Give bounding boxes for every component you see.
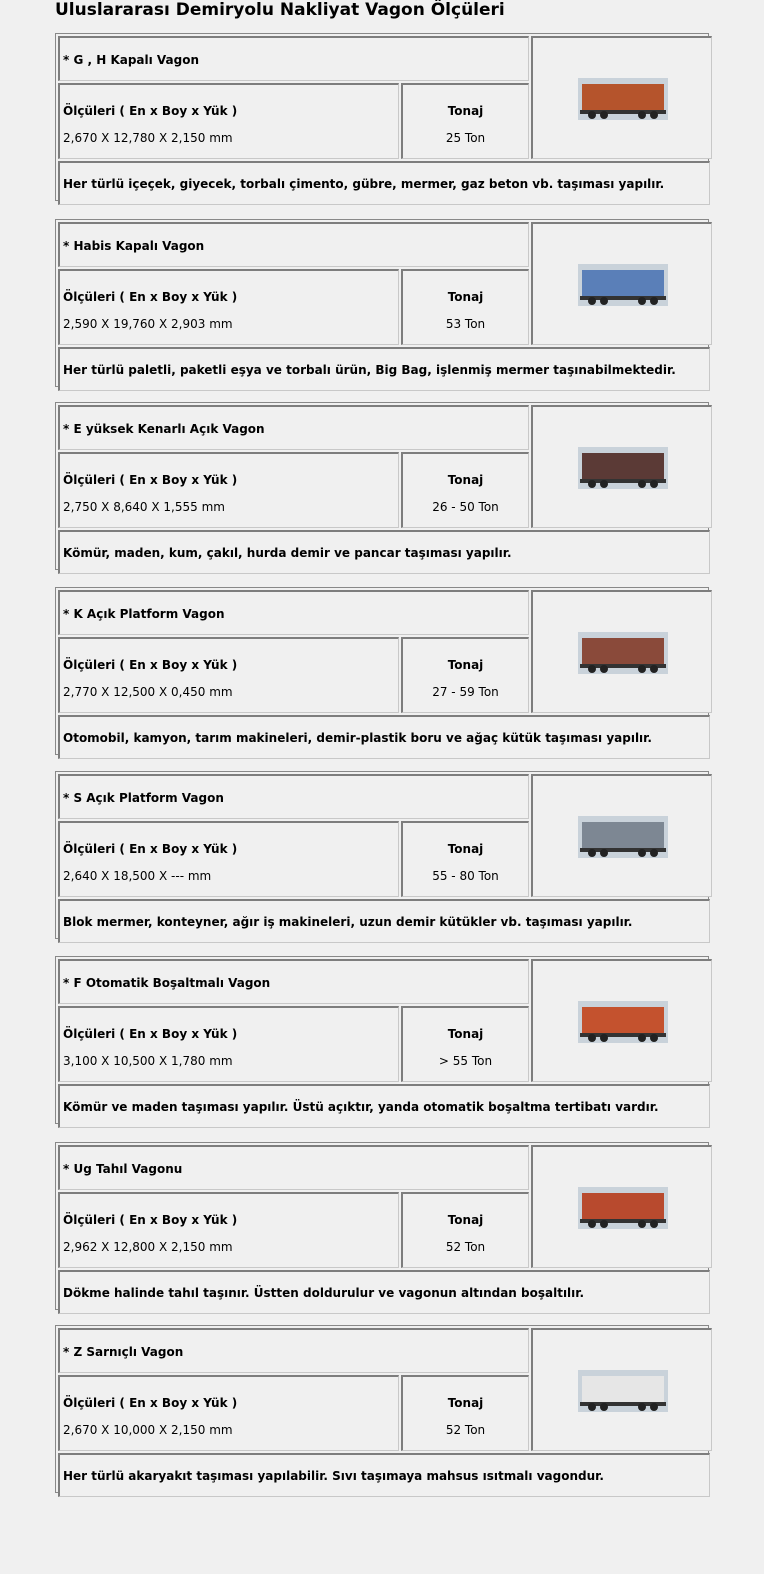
wagon-name: * G , H Kapalı Vagon [63,53,200,67]
tonnage-value: 27 - 59 Ton [432,685,499,699]
wagon-name-cell [58,1145,529,1190]
tonnage-value: 25 Ton [445,131,486,145]
wagon-image-cell [531,959,712,1082]
wagon-tonnage-cell [401,1006,529,1082]
dims-value: 2,590 X 19,760 X 2,903 mm [63,317,233,331]
dims-label: Ölçüleri ( En x Boy x Yük ) [63,658,238,672]
dims-label: Ölçüleri ( En x Boy x Yük ) [63,1396,238,1410]
wagon-description: Dökme halinde tahıl taşınır. Üstten doldurulur ve vagonun altından boşaltılır. [63,1286,585,1300]
wagon-image-cell [531,222,712,345]
wagon-table [55,402,709,570]
wagon-image [578,447,668,487]
wagon-table [55,219,709,387]
tonnage-value: 26 - 50 Ton [432,500,499,514]
wagon-image-cell [531,774,712,897]
wagon-photo [578,447,668,489]
wagon-table [55,33,709,201]
wagon-image-cell [531,405,712,528]
wagon-name-cell [58,1328,529,1373]
wagon-name-cell [58,959,529,1004]
dims-label: Ölçüleri ( En x Boy x Yük ) [63,1213,238,1227]
wagon-dims-cell [58,1192,399,1268]
wagon-description: Her türlü içeçek, giyecek, torbalı çimento, gübre, mermer, gaz beton vb. taşıması yapılır. [63,177,665,191]
wagon-name: * Z Sarnıçlı Vagon [63,1345,184,1359]
wagon-dims-cell [58,637,399,713]
wagon-photo [578,264,668,306]
wagon-description-cell [58,530,710,574]
wagon-photo [578,632,668,674]
wagon-photo [578,816,668,858]
dims-label: Ölçüleri ( En x Boy x Yük ) [63,1027,238,1041]
dims-value: 2,640 X 18,500 X --- mm [63,869,212,883]
dims-label: Ölçüleri ( En x Boy x Yük ) [63,842,238,856]
wagon-description-cell [58,347,710,391]
wagon-description: Her türlü akaryakıt taşıması yapılabilir. Sıvı taşımaya mahsus ısıtmalı vagondur. [63,1469,604,1483]
wagon-image [578,1370,668,1410]
wagon-name: * E yüksek Kenarlı Açık Vagon [63,422,265,436]
wagon-dims-cell [58,269,399,345]
wagon-photo [578,78,668,120]
wagon-dims-cell [58,1375,399,1451]
tonnage-label: Tonaj [447,658,484,672]
wagon-name-cell [58,222,529,267]
dims-value: 2,962 X 12,800 X 2,150 mm [63,1240,233,1254]
wagon-tonnage-cell [401,452,529,528]
tonnage-label: Tonaj [447,473,484,487]
wagon-description-cell [58,1270,710,1314]
tonnage-label: Tonaj [447,1396,484,1410]
tonnage-label: Tonaj [447,1213,484,1227]
wagon-dims-cell [58,1006,399,1082]
wagon-description-cell [58,1084,710,1128]
wagon-description: Kömür, maden, kum, çakıl, hurda demir ve pancar taşıması yapılır. [63,546,512,560]
wagon-tonnage-cell [401,1375,529,1451]
wagon-description-cell [58,1453,710,1497]
wagon-name-cell [58,36,529,81]
wagon-tonnage-cell [401,821,529,897]
tonnage-label: Tonaj [447,290,484,304]
tonnage-label: Tonaj [447,104,484,118]
wagon-description-cell [58,715,710,759]
wagon-image-cell [531,1145,712,1268]
wagon-table [55,1325,709,1493]
wagon-photo [578,1187,668,1229]
wagon-name-cell [58,590,529,635]
dims-value: 2,770 X 12,500 X 0,450 mm [63,685,233,699]
wagon-image [578,1187,668,1227]
wagon-description: Otomobil, kamyon, tarım makineleri, demir-plastik boru ve ağaç kütük taşıması yapılır. [63,731,652,745]
dims-label: Ölçüleri ( En x Boy x Yük ) [63,104,238,118]
wagon-dims-cell [58,821,399,897]
wagon-name: * K Açık Platform Vagon [63,607,225,621]
tonnage-value: 53 Ton [445,317,486,331]
dims-value: 2,670 X 12,780 X 2,150 mm [63,131,233,145]
wagon-name-cell [58,774,529,819]
wagon-table [55,1142,709,1310]
wagon-name: * F Otomatik Boşaltmalı Vagon [63,976,271,990]
wagon-image [578,816,668,856]
tonnage-label: Tonaj [447,842,484,856]
wagon-tonnage-cell [401,83,529,159]
wagon-image [578,264,668,304]
wagon-image [578,632,668,672]
wagon-description-cell [58,899,710,943]
wagon-image-cell [531,590,712,713]
dims-value: 2,670 X 10,000 X 2,150 mm [63,1423,233,1437]
dims-value: 3,100 X 10,500 X 1,780 mm [63,1054,233,1068]
wagon-description: Her türlü paletli, paketli eşya ve torbalı ürün, Big Bag, işlenmiş mermer taşınabilmektedir. [63,363,676,377]
dims-label: Ölçüleri ( En x Boy x Yük ) [63,473,238,487]
wagon-description: Kömür ve maden taşıması yapılır. Üstü açıktır, yanda otomatik boşaltma tertibatı vardır. [63,1100,659,1114]
wagon-name-cell [58,405,529,450]
tonnage-value: > 55 Ton [438,1054,493,1068]
wagon-image [578,1001,668,1041]
wagon-name: * Ug Tahıl Vagonu [63,1162,183,1176]
wagon-table [55,587,709,755]
tonnage-value: 52 Ton [445,1240,486,1254]
wagon-table [55,771,709,939]
wagon-photo [578,1001,668,1043]
wagon-dims-cell [58,83,399,159]
wagon-table [55,956,709,1124]
wagon-image [578,78,668,118]
wagon-name: * S Açık Platform Vagon [63,791,224,805]
wagon-dims-cell [58,452,399,528]
wagon-description-cell [58,161,710,205]
wagon-description: Blok mermer, konteyner, ağır iş makineleri, uzun demir kütükler vb. taşıması yapılır. [63,915,633,929]
wagon-tonnage-cell [401,269,529,345]
wagon-image-cell [531,1328,712,1451]
dims-label: Ölçüleri ( En x Boy x Yük ) [63,290,238,304]
wagon-name: * Habis Kapalı Vagon [63,239,205,253]
tonnage-value: 52 Ton [445,1423,486,1437]
tonnage-label: Tonaj [447,1027,484,1041]
dims-value: 2,750 X 8,640 X 1,555 mm [63,500,225,514]
tonnage-value: 55 - 80 Ton [432,869,499,883]
wagon-photo [578,1370,668,1412]
page-title: Uluslararası Demiryolu Nakliyat Vagon Ölçüleri [55,0,505,20]
wagon-tonnage-cell [401,1192,529,1268]
wagon-image-cell [531,36,712,159]
wagon-tonnage-cell [401,637,529,713]
